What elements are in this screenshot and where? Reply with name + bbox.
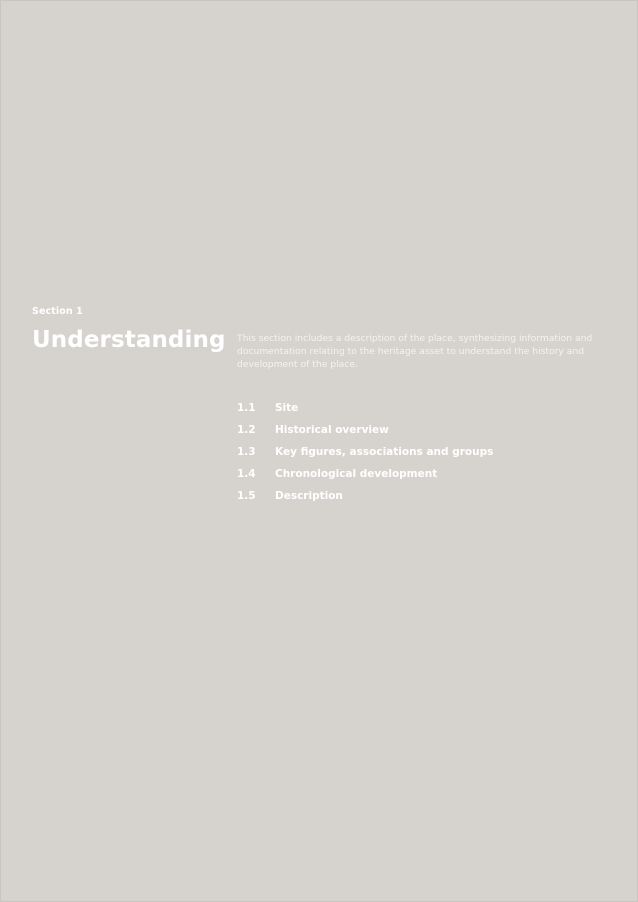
section-title: Understanding xyxy=(32,327,226,353)
toc-number: 1.4 xyxy=(237,468,256,480)
toc-number: 1.3 xyxy=(237,446,256,458)
toc-item-1-2[interactable] xyxy=(237,419,493,441)
toc-number: 1.2 xyxy=(237,424,256,436)
toc-item-1-4[interactable] xyxy=(237,463,493,485)
toc-title: Description xyxy=(275,490,343,502)
toc-number: 1.1 xyxy=(237,402,256,414)
toc-title: Site xyxy=(275,402,299,414)
toc-item-1-1[interactable] xyxy=(237,397,493,419)
section-label: Section 1 xyxy=(32,306,83,317)
toc-item-1-5[interactable] xyxy=(237,485,493,507)
toc-title: Chronological development xyxy=(275,468,438,480)
toc-number: 1.5 xyxy=(237,490,256,502)
toc-title: Historical overview xyxy=(275,424,389,436)
table-of-contents xyxy=(237,397,493,507)
section-intro: This section includes a description of the place, synthesizing information and documentation relating to the heritage asset to understand the history and development of the place. xyxy=(237,333,593,370)
toc-item-1-3[interactable] xyxy=(237,441,493,463)
toc-title: Key figures, associations and groups xyxy=(275,446,494,458)
